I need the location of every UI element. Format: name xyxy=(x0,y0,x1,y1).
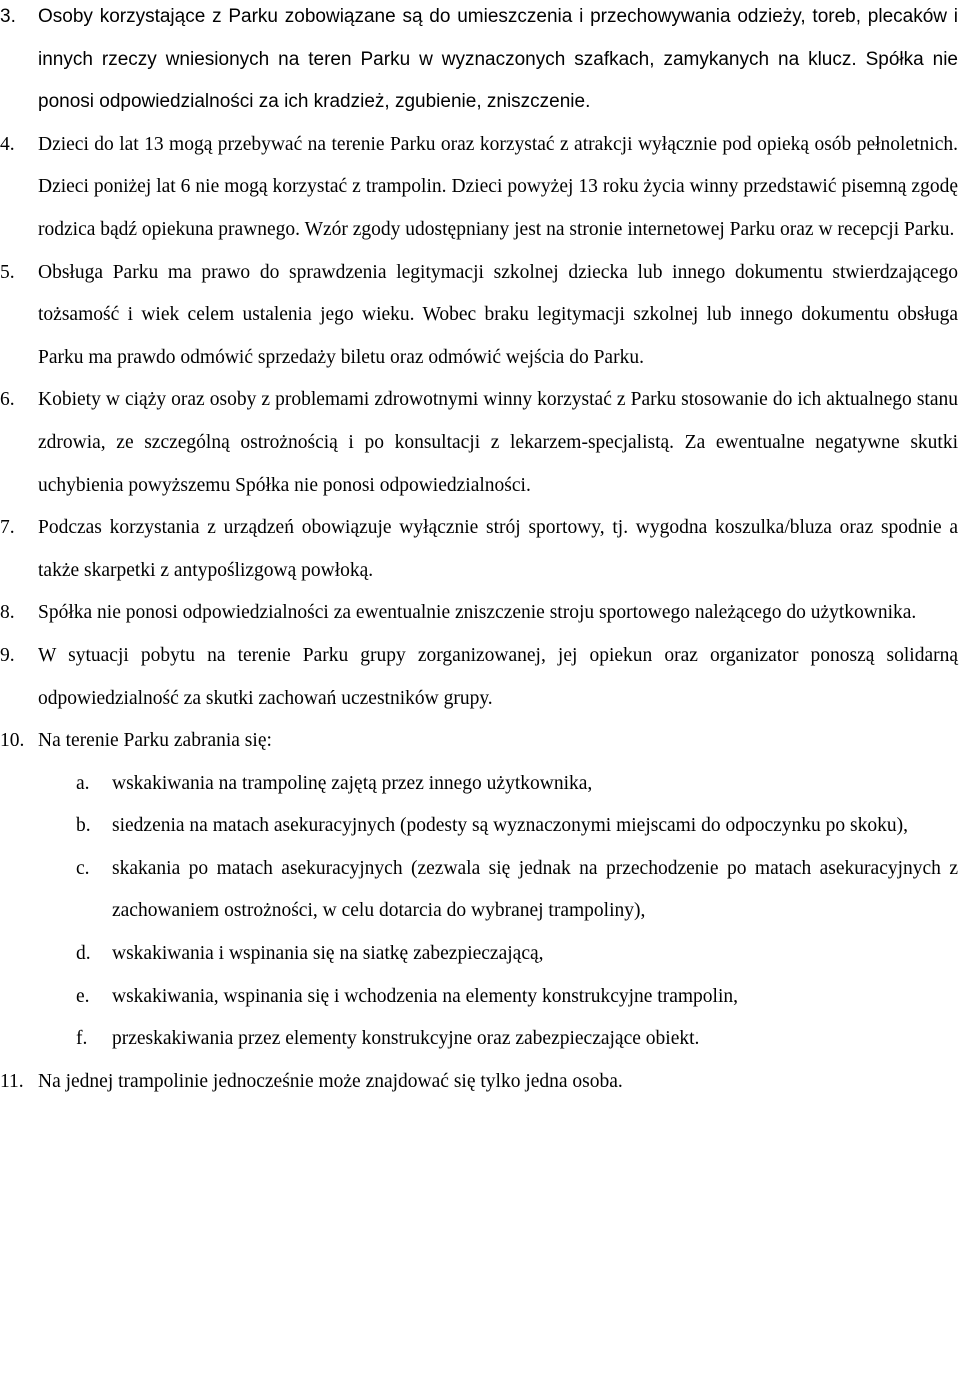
rule-text: W sytuacji pobytu na terenie Parku grupy zorganizowanej, jej opiekun oraz organizator ponoszą solidarną odpowiedzialność za skutki zachowań uczestników grupy. xyxy=(38,644,958,709)
prohibition-text: skakania po matach asekuracyjnych (zezwala się jednak na przechodzenie po matach asekuracyjnych z zachowaniem ostrożności, w celu dotarcia do wybranej trampoliny), xyxy=(112,857,958,922)
rule-number: 7. xyxy=(0,517,15,539)
prohibition-item-e xyxy=(0,976,960,1019)
rule-item-3 xyxy=(0,0,960,124)
rule-text: Podczas korzystania z urządzeń obowiązuje wyłącznie strój sportowy, tj. wygodna koszulka/bluza oraz spodnie a także skarpetki z antypoślizgową powłoką. xyxy=(38,517,958,581)
rule-item-11 xyxy=(0,1061,960,1104)
rule-item-7 xyxy=(0,507,960,592)
rule-number: 6. xyxy=(0,389,15,411)
rule-text: Dzieci do lat 13 mogą przebywać na terenie Parku oraz korzystać z atrakcji wyłącznie pod opieką osób pełnoletnich. Dzieci poniżej lat 6 nie mogą korzystać z trampolin. Dzieci powyżej 13 roku życia winny przedstawić pisemną zgodę rodzica bądź opiekuna prawnego. Wzór zgody udostępniany jest na stronie internetowej Parku oraz w recepcji Parku. xyxy=(38,133,958,240)
rule-item-8 xyxy=(0,592,960,635)
prohibitions-list xyxy=(0,763,960,1061)
rule-text: Na terenie Parku zabrania się: xyxy=(38,730,272,752)
rule-number: 5. xyxy=(0,261,15,283)
prohibition-item-b xyxy=(0,805,960,848)
prohibition-letter: b. xyxy=(76,815,91,837)
rule-item-10 xyxy=(0,720,960,763)
prohibition-letter: f. xyxy=(76,1028,88,1050)
prohibition-text: wskakiwania, wspinania się i wchodzenia na elementy konstrukcyjne trampolin, xyxy=(112,985,738,1007)
rule-number: 3. xyxy=(0,6,16,27)
rule-item-9 xyxy=(0,635,960,720)
rule-number: 8. xyxy=(0,602,15,624)
prohibition-item-c xyxy=(0,848,960,933)
prohibition-letter: a. xyxy=(76,772,90,794)
rule-text: Osoby korzystające z Parku zobowiązane są do umieszczenia i przechowywania odzieży, toreb, plecaków i innych rzeczy wniesionych na teren Parku w wyznaczonych szafkach, zamykanych na klucz. Spółka nie ponosi odpowiedzialności za ich kradzież, zgubienie, zniszczenie. xyxy=(38,6,958,113)
rule-text: Spółka nie ponosi odpowiedzialności za ewentualnie zniszczenie stroju sportowego należącego do użytkownika. xyxy=(38,602,917,624)
rule-item-6 xyxy=(0,379,960,507)
prohibition-letter: d. xyxy=(76,943,91,965)
rule-number: 4. xyxy=(0,133,15,155)
prohibition-text: siedzenia na matach asekuracyjnych (podesty są wyznaczonymi miejscami do odpoczynku po skoku), xyxy=(112,815,908,837)
prohibition-text: wskakiwania i wspinania się na siatkę zabezpieczającą, xyxy=(112,943,544,965)
rule-number: 9. xyxy=(0,644,15,666)
rule-text: Obsługa Parku ma prawo do sprawdzenia legitymacji szkolnej dziecka lub innego dokumentu stwierdzającego tożsamość i wiek celem ustalenia jego wieku. Wobec braku legitymacji szkolnej lub innego dokumentu obsługa Parku ma prawdo odmówić sprzedaży biletu oraz odmówić wejścia do Parku. xyxy=(38,261,958,368)
prohibition-item-a xyxy=(0,763,960,806)
rule-number: 10. xyxy=(0,730,25,752)
prohibition-text: wskakiwania na trampolinę zajętą przez innego użytkownika, xyxy=(112,772,593,794)
prohibition-letter: e. xyxy=(76,985,90,1007)
prohibition-item-f xyxy=(0,1018,960,1061)
rule-text: Na jednej trampolinie jednocześnie może znajdować się tylko jedna osoba. xyxy=(38,1070,623,1092)
rule-item-5 xyxy=(0,252,960,380)
rule-number: 11. xyxy=(0,1070,24,1092)
prohibition-text: przeskakiwania przez elementy konstrukcyjne oraz zabezpieczające obiekt. xyxy=(112,1028,700,1050)
rule-item-4 xyxy=(0,124,960,252)
prohibition-letter: c. xyxy=(76,857,90,879)
rule-text: Kobiety w ciąży oraz osoby z problemami zdrowotnymi winny korzystać z Parku stosowanie do ich aktualnego stanu zdrowia, ze szczególną ostrożnością i po konsultacji z lekarzem-specjalistą. Za ewentualne negatywne skutki uchybienia powyższemu Spółka nie ponosi odpowiedzialności. xyxy=(38,389,958,496)
prohibition-item-d xyxy=(0,933,960,976)
